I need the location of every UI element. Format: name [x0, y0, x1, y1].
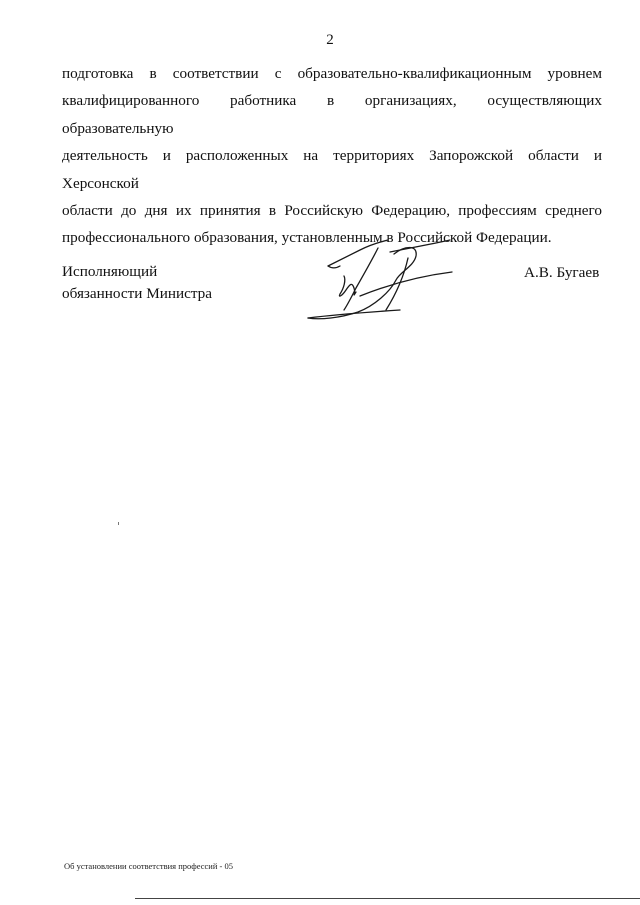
- signatory-position-line-1: Исполняющий: [62, 263, 158, 280]
- scan-edge-line: [135, 898, 640, 899]
- footer-note: Об установлении соответствия профессий - 05: [64, 861, 233, 871]
- paragraph-line-3: деятельность и расположенных на территориях Запорожской области и Херсонской: [62, 147, 602, 192]
- handwritten-signature: [300, 236, 460, 326]
- signer-name: А.В. Бугаев: [524, 264, 600, 281]
- page-number: 2: [326, 32, 334, 48]
- paragraph-line-4: области до дня их принятия в Российскую Федерацию, профессиям среднего: [62, 202, 602, 220]
- body-paragraph: [62, 60, 602, 252]
- signatory-position: [62, 261, 212, 305]
- scan-speck: [118, 522, 119, 525]
- signatory-position-line-2: обязанности Министра: [62, 285, 212, 302]
- paragraph-line-2: квалифицированного работника в организациях, осуществляющих образовательную: [62, 92, 602, 137]
- paragraph-line-1: подготовка в соответствии с образовательно-квалификационным уровнем: [62, 65, 602, 82]
- paragraph-line-5: профессионального образования, установленным в Российской Федерации.: [62, 229, 552, 247]
